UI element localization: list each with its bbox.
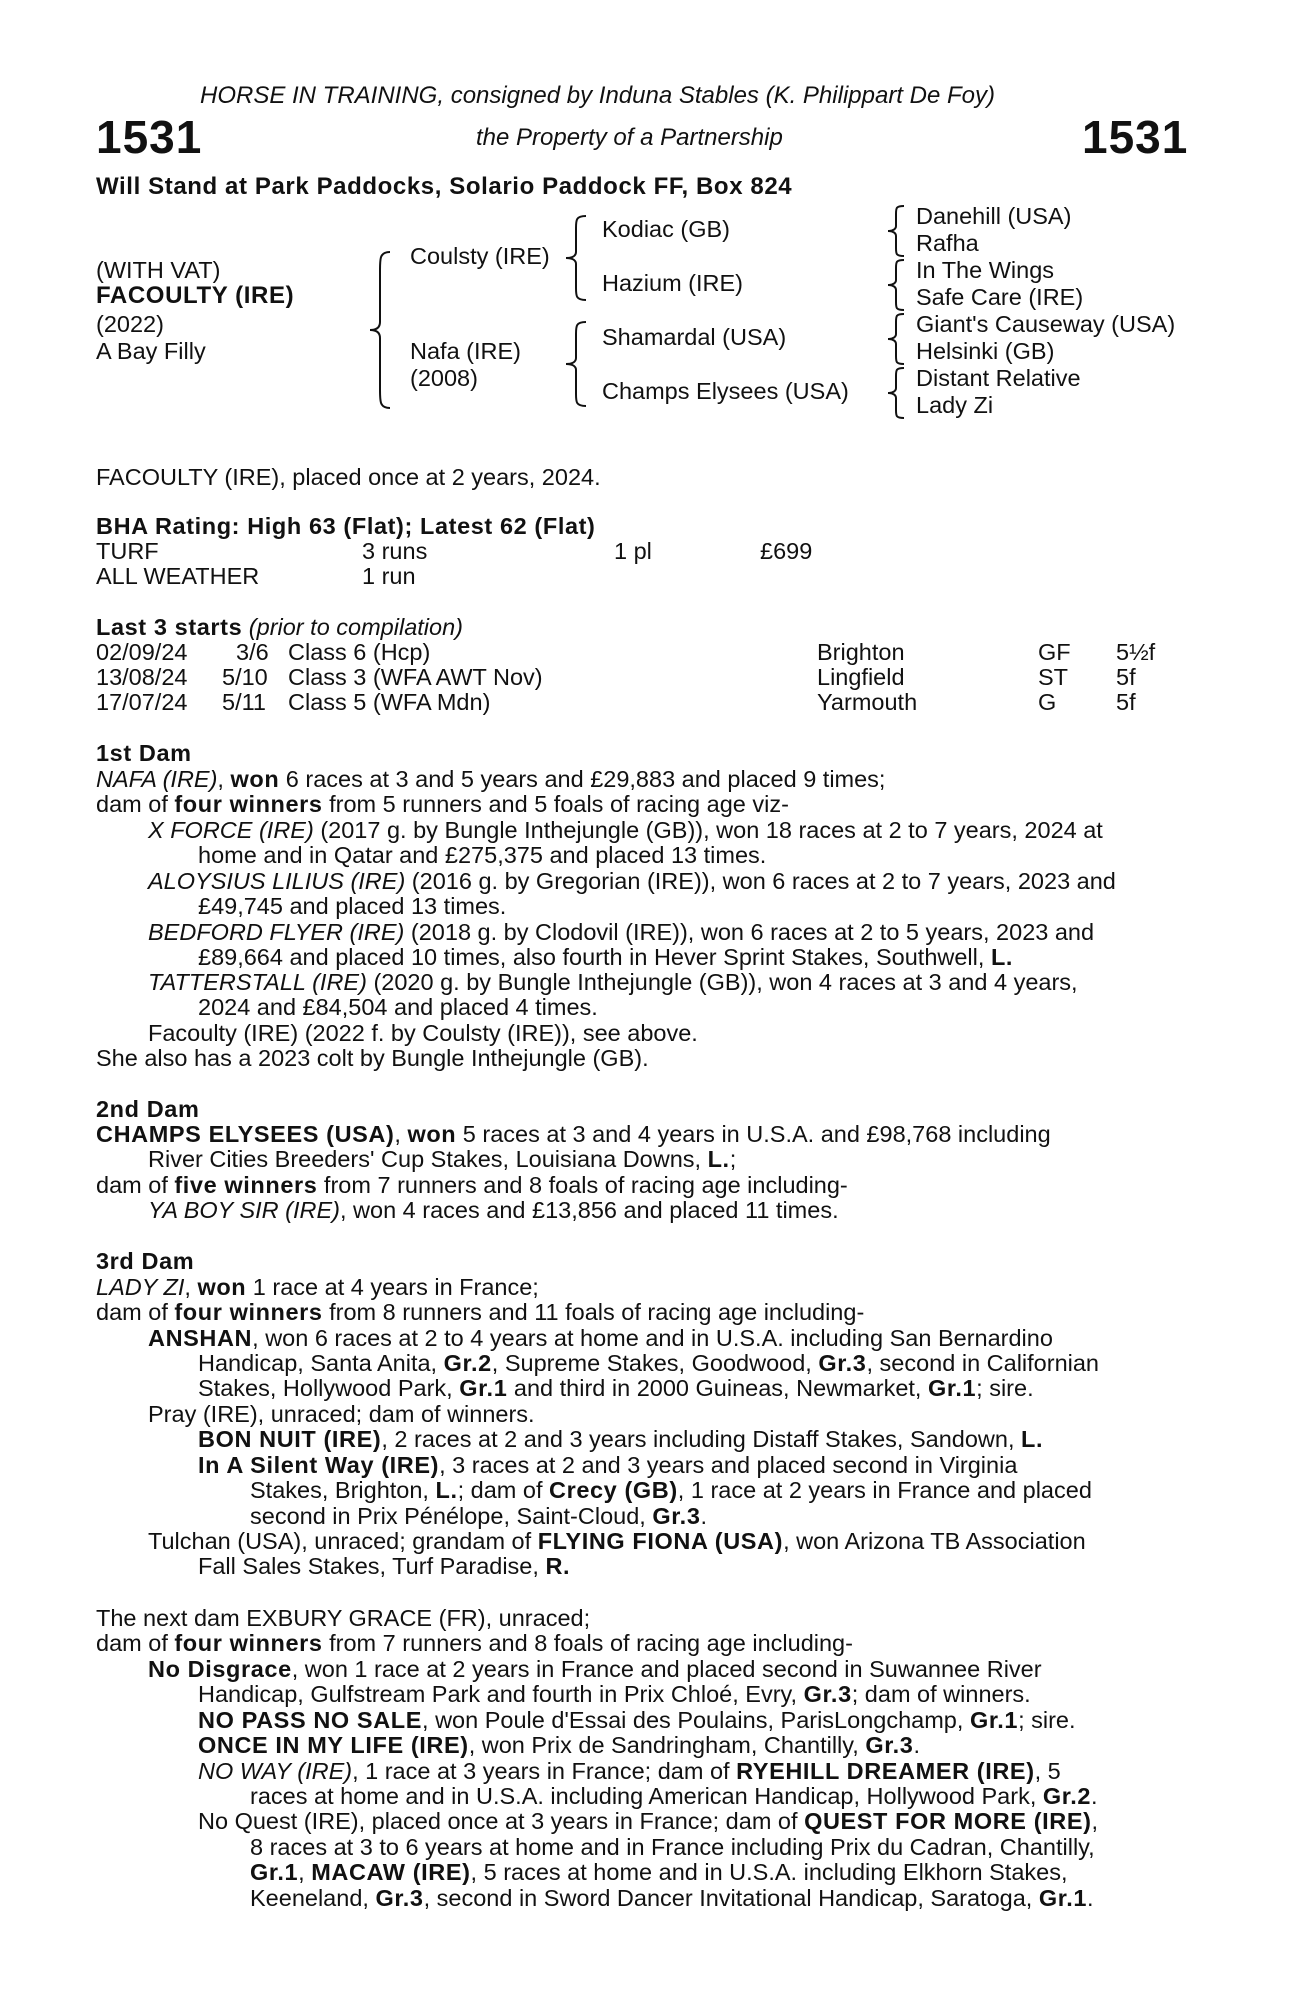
race-summary: FACOULTY (IRE), placed once at 2 years, 2024.	[96, 464, 601, 490]
location-line: Will Stand at Park Paddocks, Solario Paddock FF, Box 824	[96, 173, 793, 200]
produce-line: X FORCE (IRE) (2017 g. by Bungle Inthejungle (GB)), won 18 races at 2 to 7 years, 2024 at	[148, 817, 1103, 843]
second-dam-line: CHAMPS ELYSEES (USA), won 5 races at 3 and 4 years in U.S.A. and £98,768 including	[96, 1121, 1051, 1147]
start-course: Yarmouth	[817, 689, 918, 715]
pedigree-brace-g2	[884, 258, 908, 312]
start-course: Brighton	[817, 639, 905, 665]
pedigree-dam-year: (2008)	[410, 365, 478, 391]
consignor-line: HORSE IN TRAINING, consigned by Induna Stables (K. Philippart De Foy)	[200, 82, 995, 109]
produce-line: NO PASS NO SALE, won Poule d'Essai des Poulains, ParisLongchamp, Gr.1; sire.	[198, 1707, 1076, 1733]
produce-line: Stakes, Hollywood Park, Gr.1 and third in 2000 Guineas, Newmarket, Gr.1; sire.	[198, 1375, 1034, 1401]
pedigree-sire: Coulsty (IRE)	[410, 243, 550, 269]
produce-line: No Quest (IRE), placed once at 3 years in France; dam of QUEST FOR MORE (IRE),	[198, 1808, 1099, 1834]
pedigree-brace-sire	[562, 214, 592, 302]
first-dam-produce-line: dam of four winners from 5 runners and 5 foals of racing age viz-	[96, 791, 789, 817]
produce-line: Pray (IRE), unraced; dam of winners.	[148, 1401, 535, 1427]
next-dam-produce-line: dam of four winners from 7 runners and 8 foals of racing age including-	[96, 1630, 853, 1656]
produce-line: Stakes, Brighton, L.; dam of Crecy (GB), 1 race at 2 years in France and placed	[250, 1477, 1092, 1503]
produce-line: ALOYSIUS LILIUS (IRE) (2016 g. by Gregorian (IRE)), won 6 races at 2 to 7 years, 2023 and	[148, 868, 1116, 894]
pedigree-sire-dam: Hazium (IRE)	[602, 270, 744, 296]
rating-aw-surface: ALL WEATHER	[96, 563, 260, 589]
pedigree-g3-3: In The Wings	[916, 257, 1055, 283]
rating-turf-surface: TURF	[96, 538, 159, 564]
first-dam-line: NAFA (IRE), won 6 races at 3 and 5 years and £29,883 and placed 9 times;	[96, 766, 886, 792]
start-race: Class 3 (WFA AWT Nov)	[288, 664, 543, 690]
produce-line: races at home and in U.S.A. including American Handicap, Hollywood Park, Gr.2.	[250, 1783, 1098, 1809]
pedigree-brace-main	[366, 250, 396, 410]
start-race: Class 5 (WFA Mdn)	[288, 689, 491, 715]
produce-line: TATTERSTALL (IRE) (2020 g. by Bungle Inthejungle (GB)), won 4 races at 3 and 4 years,	[148, 969, 1078, 995]
start-position: 3/6	[236, 639, 269, 665]
produce-line: home and in Qatar and £275,375 and placed 13 times.	[198, 842, 767, 868]
produce-line: No Disgrace, won 1 race at 2 years in France and placed second in Suwannee River	[148, 1656, 1042, 1682]
pedigree-dam-sire: Shamardal (USA)	[602, 324, 787, 350]
pedigree-g3-4: Safe Care (IRE)	[916, 284, 1084, 310]
start-distance: 5½f	[1116, 639, 1156, 665]
horse-description: A Bay Filly	[96, 338, 206, 364]
produce-line: NO WAY (IRE), 1 race at 3 years in France; dam of RYEHILL DREAMER (IRE), 5	[198, 1758, 1061, 1784]
pedigree-g3-5: Giant's Causeway (USA)	[916, 311, 1176, 337]
produce-line: Tulchan (USA), unraced; grandam of FLYING FIONA (USA), won Arizona TB Association	[148, 1528, 1086, 1554]
horse-year: (2022)	[96, 311, 164, 337]
produce-line: Keeneland, Gr.3, second in Sword Dancer Invitational Handicap, Saratoga, Gr.1.	[250, 1885, 1094, 1911]
third-dam-produce-line: dam of four winners from 8 runners and 11 foals of racing age including-	[96, 1299, 865, 1325]
second-dam-line: River Cities Breeders' Cup Stakes, Louisiana Downs, L.;	[148, 1146, 737, 1172]
start-going: G	[1038, 689, 1057, 715]
rating-title: BHA Rating: High 63 (Flat); Latest 62 (Flat)	[96, 513, 596, 539]
pedigree-g3-6: Helsinki (GB)	[916, 338, 1055, 364]
produce-line: ANSHAN, won 6 races at 2 to 4 years at home and in U.S.A. including San Bernardino	[148, 1325, 1053, 1351]
first-dam-heading: 1st Dam	[96, 740, 192, 766]
produce-line: second in Prix Pénélope, Saint-Cloud, Gr.3.	[250, 1503, 708, 1529]
next-dam-line: The next dam EXBURY GRACE (FR), unraced;	[96, 1605, 591, 1631]
second-dam-heading: 2nd Dam	[96, 1096, 200, 1122]
produce-line: £89,664 and placed 10 times, also fourth in Hever Sprint Stakes, Southwell, L.	[198, 944, 1014, 970]
start-date: 17/07/24	[96, 689, 188, 715]
start-course: Lingfield	[817, 664, 905, 690]
produce-line: £49,745 and placed 13 times.	[198, 893, 507, 919]
rating-turf-runs: 3 runs	[362, 538, 428, 564]
rating-turf-placed: 1 pl	[614, 538, 652, 564]
produce-line: ONCE IN MY LIFE (IRE), won Prix de Sandringham, Chantilly, Gr.3.	[198, 1732, 921, 1758]
start-date: 13/08/24	[96, 664, 188, 690]
start-date: 02/09/24	[96, 639, 188, 665]
produce-line: Gr.1, MACAW (IRE), 5 races at home and in U.S.A. including Elkhorn Stakes,	[250, 1859, 1068, 1885]
pedigree-brace-g1	[884, 204, 908, 258]
produce-line: Handicap, Santa Anita, Gr.2, Supreme Stakes, Goodwood, Gr.3, second in Californian	[198, 1350, 1100, 1376]
pedigree-brace-g3	[884, 312, 908, 366]
produce-line: BON NUIT (IRE), 2 races at 2 and 3 years including Distaff Stakes, Sandown, L.	[198, 1426, 1044, 1452]
starts-title: Last 3 starts	[96, 614, 243, 640]
lot-number-left: 1531	[96, 111, 203, 163]
rating-aw-runs: 1 run	[362, 563, 416, 589]
pedigree-brace-dam	[562, 320, 592, 408]
pedigree-g3-7: Distant Relative	[916, 365, 1081, 391]
pedigree-g3-8: Lady Zi	[916, 392, 994, 418]
third-dam-line: LADY ZI, won 1 race at 4 years in France;	[96, 1274, 539, 1300]
pedigree-g3-1: Danehill (USA)	[916, 203, 1072, 229]
lot-number-right: 1531	[1082, 111, 1189, 163]
produce-line: Facoulty (IRE) (2022 f. by Coulsty (IRE)), see above.	[148, 1020, 698, 1046]
produce-line: Fall Sales Stakes, Turf Paradise, R.	[198, 1553, 571, 1579]
property-line: the Property of a Partnership	[476, 124, 783, 151]
produce-line: 2024 and £84,504 and placed 4 times.	[198, 994, 598, 1020]
start-distance: 5f	[1116, 689, 1136, 715]
start-position: 5/10	[222, 664, 268, 690]
pedigree-brace-g4	[884, 366, 908, 420]
start-distance: 5f	[1116, 664, 1136, 690]
third-dam-heading: 3rd Dam	[96, 1248, 195, 1274]
produce-line: 8 races at 3 to 6 years at home and in France including Prix du Cadran, Chantilly,	[250, 1834, 1095, 1860]
start-position: 5/11	[222, 689, 266, 715]
produce-line: BEDFORD FLYER (IRE) (2018 g. by Clodovil (IRE)), won 6 races at 2 to 5 years, 2023 and	[148, 919, 1095, 945]
vat-label: (WITH VAT)	[96, 257, 221, 283]
pedigree-dam-dam: Champs Elysees (USA)	[602, 378, 849, 404]
start-race: Class 6 (Hcp)	[288, 639, 431, 665]
produce-line: She also has a 2023 colt by Bungle Inthejungle (GB).	[96, 1045, 649, 1071]
start-going: GF	[1038, 639, 1071, 665]
start-going: ST	[1038, 664, 1069, 690]
starts-note: (prior to compilation)	[248, 614, 463, 640]
pedigree-g3-2: Rafha	[916, 230, 979, 256]
horse-name: FACOULTY (IRE)	[96, 282, 295, 309]
produce-line: In A Silent Way (IRE), 3 races at 2 and 3 years and placed second in Virginia	[198, 1452, 1018, 1478]
rating-turf-prize: £699	[760, 538, 813, 564]
pedigree-sire-sire: Kodiac (GB)	[602, 216, 730, 242]
pedigree-dam: Nafa (IRE)	[410, 338, 521, 364]
starts-heading	[96, 614, 463, 640]
produce-line: Handicap, Gulfstream Park and fourth in Prix Chloé, Evry, Gr.3; dam of winners.	[198, 1681, 1031, 1707]
second-dam-produce-line: dam of five winners from 7 runners and 8 foals of racing age including-	[96, 1172, 848, 1198]
produce-line: YA BOY SIR (IRE), won 4 races and £13,856 and placed 11 times.	[148, 1197, 839, 1223]
